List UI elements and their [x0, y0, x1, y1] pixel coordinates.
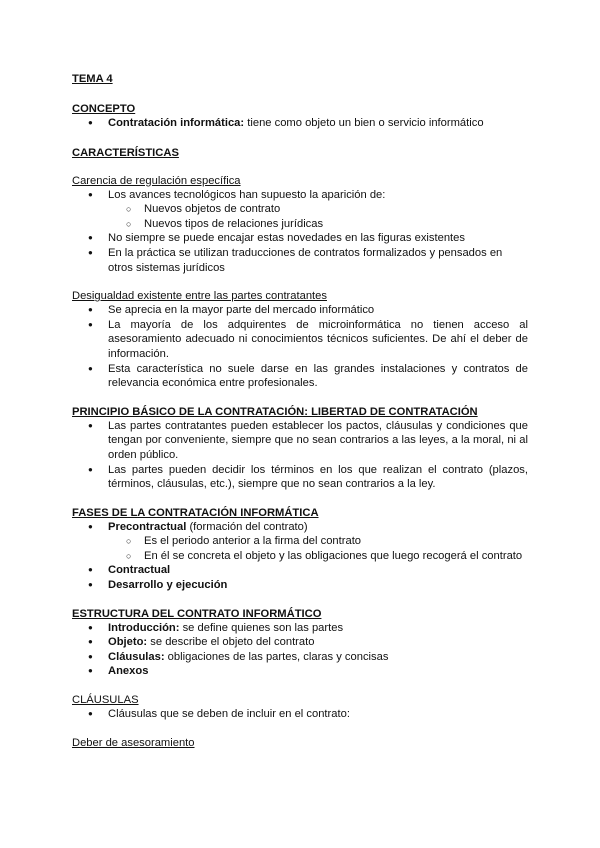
subheading-carencia: Carencia de regulación específica — [72, 174, 241, 187]
list-item — [72, 664, 528, 679]
list-fases — [72, 520, 528, 593]
heading-caracteristicas: CARACTERÍSTICAS — [72, 146, 179, 159]
list-item: ● En la práctica se utilizan traducciones de contratos formalizados y pensados en otros sistemas jurídicos — [72, 246, 528, 275]
term-bold: Anexos — [108, 665, 149, 678]
document-page — [72, 72, 528, 750]
term-bold: Desarrollo y ejecución — [108, 579, 228, 592]
list-subitem: ○ Es el periodo anterior a la firma del contrato — [72, 534, 528, 549]
subheading-desigualdad: Desigualdad existente entre las partes contratantes — [72, 290, 327, 303]
list-item — [72, 563, 528, 578]
list-item: ● Cláusulas que se deben de incluir en el contrato: — [72, 707, 528, 722]
term-bold: Contratación informática: — [108, 117, 245, 129]
term-bold: Contractual — [108, 564, 171, 577]
list-item: ● Los avances tecnológicos han supuesto la aparición de: — [72, 188, 528, 203]
subheading-deber: Deber de asesoramiento — [72, 736, 195, 749]
heading-estructura: ESTRUCTURA DEL CONTRATO INFORMÁTICO — [72, 607, 322, 620]
list-item: ● No siempre se puede encajar estas novedades en las figuras existentes — [72, 231, 528, 246]
list-item — [72, 578, 528, 593]
list-carencia — [72, 188, 528, 276]
list-subitem: ○ Nuevos objetos de contrato — [72, 202, 528, 217]
list-item: ● La mayoría de los adquirentes de microinformática no tienen acceso al asesoramiento adecuado ni conocimientos técnicos suficientes. De ahí el deber de información. — [72, 318, 528, 362]
list-desigualdad — [72, 303, 528, 391]
list-item — [72, 650, 528, 665]
term-text: se describe el objeto del contrato — [147, 636, 315, 649]
list-item: ● Las partes pueden decidir los términos en los que realizan el contrato (plazos, términos, cláusulas, etc.), siempre que no sean contrarios a la ley. — [72, 463, 528, 492]
list-concepto — [72, 116, 528, 131]
term-text: (formación del contrato) — [186, 520, 308, 533]
heading-fases: FASES DE LA CONTRATACIÓN INFORMÁTICA — [72, 506, 319, 519]
list-subitem: ○ En él se concreta el objeto y las obligaciones que luego recogerá el contrato — [72, 549, 528, 564]
term-text: se define quienes son las partes — [179, 621, 344, 634]
list-item: ● Las partes contratantes pueden establecer los pactos, cláusulas y condiciones que tengan por conveniente, siempre que no sean contrarios a las leyes, a la moral, ni al orden público. — [72, 419, 528, 463]
list-item: ● Esta característica no suele darse en las grandes instalaciones y contratos de relevancia económica entre profesionales. — [72, 362, 528, 391]
subheading-clausulas: CLÁUSULAS — [72, 694, 139, 707]
list-subitem: ○ Nuevos tipos de relaciones jurídicas — [72, 217, 528, 232]
heading-concepto: CONCEPTO — [72, 103, 136, 115]
list-item — [72, 520, 528, 535]
list-item — [72, 635, 528, 650]
term-bold: Objeto: — [108, 636, 148, 649]
term-bold: Introducción: — [108, 621, 180, 634]
list-estructura — [72, 621, 528, 679]
list-clausulas — [72, 707, 528, 722]
list-item — [72, 621, 528, 636]
term-text: tiene como objeto un bien o servicio informático — [244, 117, 484, 129]
list-item: ● Se aprecia en la mayor parte del mercado informático — [72, 303, 528, 318]
term-bold: Cláusulas: — [108, 650, 165, 663]
term-text: obligaciones de las partes, claras y concisas — [164, 650, 389, 663]
heading-principio: PRINCIPIO BÁSICO DE LA CONTRATACIÓN: LIBERTAD DE CONTRATACIÓN — [72, 405, 478, 418]
term-bold: Precontractual — [108, 520, 187, 533]
page-title: TEMA 4 — [72, 73, 113, 85]
list-principio — [72, 419, 528, 492]
list-item — [72, 116, 528, 131]
